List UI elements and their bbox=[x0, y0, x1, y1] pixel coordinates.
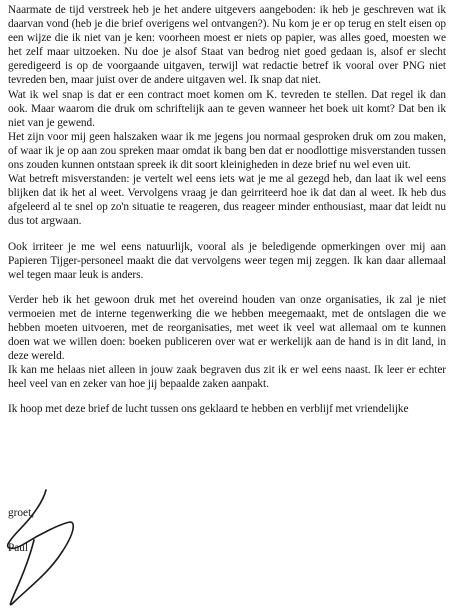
paragraph-3: Het zijn voor mij geen halszaken waar ik me jegens jou normaal gesproken druk om zou maken, of waar ik je op aan zou spreken maar omdat ik bang ben dat er noodlottige misverstanden tussen ons zouden kunnen ontstaan spreek ik dit soort kleinigheden in deze brief nu wel even uit. bbox=[8, 130, 446, 172]
paragraph-1: Naarmate de tijd verstreek heb je het andere uitgevers aangeboden: ik heb je geschreven wat ik daarvan vond (heb je die brief overigens wel ontvangen?). Nu kom je er op terug en stelt eisen op een wijze die ik niet van je ken: voorheen moest er niets op papier, was alles goed, moesten we het zelf maar uitzoeken. Nu doe je alsof Staat van bedrog niet goed gedaan is, alsof er slecht geredigeerd is op de voorgaande uitgaven, terwijl wat redactie betref ik vooral over PNG niet tevreden ben, maar juist over de andere uitgaven wel. Ik snap dat niet. bbox=[8, 4, 446, 87]
paragraph-5: Ook irriteer je me wel eens natuurlijk, vooral als je beledigende opmerkingen over mij aan Papieren Tijger-personeel maakt die dat vervolgens weer tegen mij zeggen. Ik kan daar allemaal wel tegen maar leuk is anders. bbox=[8, 240, 446, 281]
paragraph-2: Wat ik wel snap is dat er een contract moet komen om K. tevreden te stellen. Dat regel ik dan ook. Maar waarom die druk om schriftelijk aan te geven wanneer het boek uit komt? Dat ben ik niet van je gewend. bbox=[8, 88, 446, 129]
greeting: groet, bbox=[8, 507, 35, 519]
paragraph-4: Wat betreft misverstanden: je vertelt wel eens iets wat je me al gezegd heb, dan laat ik wel eens blijken dat ik het al weet. Vervolgens vraag je dan geirriteerd hoe ik dat dan al weet. Ik heb dus afgeleerd al te snel op zo'n situatie te reageren, dus reageer minder enthousiast, maar dat leidt nu dus tot argwaan. bbox=[8, 173, 446, 228]
paragraph-gap bbox=[8, 391, 446, 402]
paragraph-gap bbox=[8, 282, 446, 293]
paragraph-7: Ik kan me helaas niet alleen in jouw zaak begraven dus zit ik er wel eens naast. Ik leer er echter heel veel van en zeker van hoe jij bepaalde zaken aanpakt. bbox=[8, 364, 446, 391]
paragraph-gap bbox=[8, 229, 446, 240]
handwritten-signature bbox=[0, 478, 80, 610]
letter-body bbox=[8, 3, 446, 417]
signer-name: Paul bbox=[8, 542, 29, 554]
paragraph-6: Verder heb ik het gewoon druk met het overeind houden van onze organisaties, ik zal je niet vermoeien met de interne tegenwerking die we hebben meegemaakt, met de ontslagen die we hebben moeten uitvoeren, met de reorganisaties, met weet ik veel wat allemaal om te kunnen doen wat we willen doen: boeken publiceren over wat er werkelijk aan de hand is in dit land, in deze wereld. bbox=[8, 293, 446, 363]
closing-sentence: Ik hoop met deze brief de lucht tussen ons geklaard te hebben en verblijf met vriendelijke bbox=[8, 403, 409, 416]
